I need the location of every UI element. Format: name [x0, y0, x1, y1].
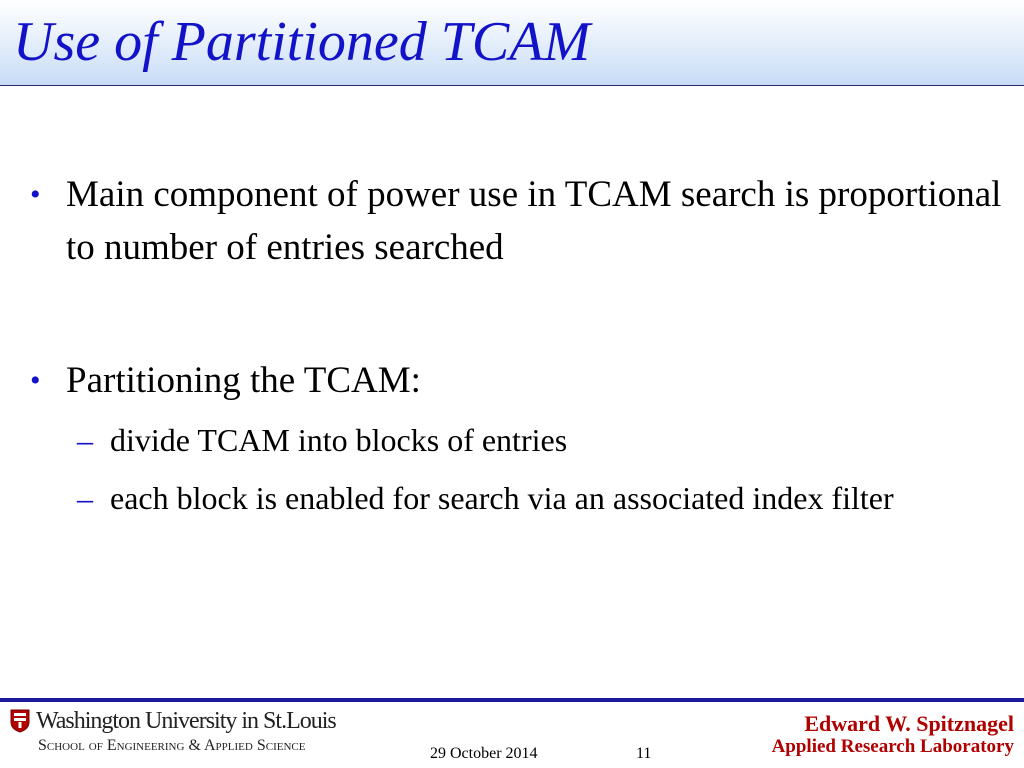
footer-divider — [0, 698, 1024, 702]
author-name: Edward W. Spitznagel — [804, 711, 1014, 736]
school-name: School of Engineering & Applied Science — [38, 737, 306, 754]
bullet-text: Partitioning the TCAM: — [66, 360, 421, 401]
page-number: 11 — [636, 745, 652, 762]
university-name: Washington University in St.Louis — [36, 708, 336, 734]
footer-date: 29 October 2014 — [430, 745, 538, 762]
bullet-text: Main component of power use in TCAM search is proportional to number of entries searched — [66, 174, 1002, 268]
sub-bullet-marker: – — [77, 422, 93, 458]
title-bar — [0, 0, 1024, 86]
seal-icon — [10, 709, 30, 733]
lab-name: Applied Research Laboratory — [771, 736, 1014, 757]
bullet-marker: • — [30, 364, 41, 397]
sub-bullet-text: divide TCAM into blocks of entries — [110, 422, 568, 458]
sub-bullet-marker: – — [77, 480, 93, 516]
sub-bullet-text: each block is enabled for search via an associated index filter — [110, 480, 894, 516]
university-logo — [10, 708, 340, 758]
bullet-marker: • — [30, 178, 41, 211]
slide-title: Use of Partitioned TCAM — [13, 11, 591, 73]
author-block — [772, 712, 1014, 758]
